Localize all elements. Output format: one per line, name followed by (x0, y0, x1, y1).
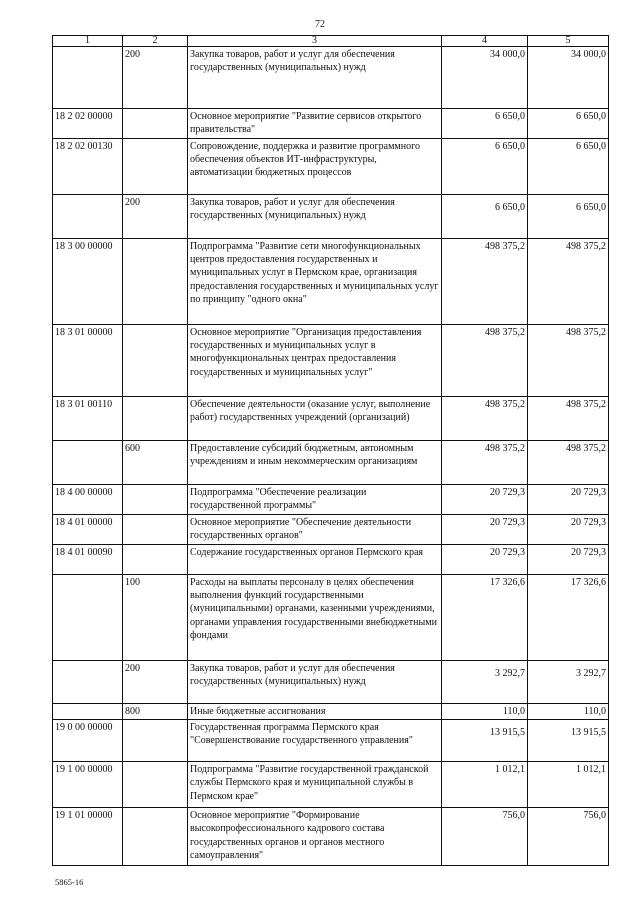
row-expense-type (123, 109, 188, 139)
table-row (53, 139, 609, 195)
row-name: Государственная программа Пермского края "Совершенствование государственного управления" (188, 720, 442, 762)
row-value-col5: 6 650,0 (528, 109, 609, 139)
page-number: 72 (315, 19, 325, 30)
row-code: 18 3 00 00000 (53, 239, 123, 325)
table-row (53, 808, 609, 866)
row-value-col4: 498 375,2 (442, 441, 528, 485)
row-expense-type (123, 545, 188, 575)
row-expense-type (123, 397, 188, 441)
table-row (53, 109, 609, 139)
row-code: 18 2 02 00130 (53, 139, 123, 195)
row-name: Основное мероприятие "Формирование высокопрофессионального кадрового состава государственных органов и органов местного самоуправления" (188, 808, 442, 866)
row-name: Расходы на выплаты персоналу в целях обеспечения выполнения функций государственными (муниципальными) органами, казенными учреждениями, органами управления государственными внебюджетными фондами (188, 575, 442, 661)
row-value-col5: 498 375,2 (528, 239, 609, 325)
row-code: 19 0 00 00000 (53, 720, 123, 762)
row-code (53, 195, 123, 239)
row-value-col4: 6 650,0 (442, 195, 528, 239)
table-row (53, 575, 609, 661)
row-value-col5: 6 650,0 (528, 195, 609, 239)
row-name: Закупка товаров, работ и услуг для обеспечения государственных (муниципальных) нужд (188, 195, 442, 239)
row-value-col5: 498 375,2 (528, 397, 609, 441)
header-col-1: 1 (53, 36, 123, 47)
row-value-col5: 756,0 (528, 808, 609, 866)
row-expense-type (123, 139, 188, 195)
row-expense-type: 800 (123, 704, 188, 720)
row-expense-type: 200 (123, 661, 188, 704)
row-expense-type (123, 762, 188, 808)
row-name: Основное мероприятие "Обеспечение деятельности государственных органов" (188, 515, 442, 545)
row-code (53, 441, 123, 485)
row-expense-type (123, 485, 188, 515)
row-name: Подпрограмма "Обеспечение реализации государственной программы" (188, 485, 442, 515)
table-row (53, 515, 609, 545)
header-row (53, 36, 609, 47)
row-value-col4: 3 292,7 (442, 661, 528, 704)
row-name: Сопровождение, поддержка и развитие программного обеспечения объектов ИТ-инфраструктуры, автоматизации бюджетных процессов (188, 139, 442, 195)
row-code (53, 47, 123, 109)
table-row (53, 441, 609, 485)
row-value-col5: 498 375,2 (528, 325, 609, 397)
row-value-col5: 17 326,6 (528, 575, 609, 661)
footer-document-code: 5865-16 (55, 877, 84, 887)
row-expense-type: 600 (123, 441, 188, 485)
row-name: Закупка товаров, работ и услуг для обеспечения государственных (муниципальных) нужд (188, 661, 442, 704)
row-value-col4: 13 915,5 (442, 720, 528, 762)
row-code: 19 1 01 00000 (53, 808, 123, 866)
row-expense-type: 100 (123, 575, 188, 661)
row-code: 18 4 01 00000 (53, 515, 123, 545)
row-name: Содержание государственных органов Пермского края (188, 545, 442, 575)
row-value-col5: 6 650,0 (528, 139, 609, 195)
row-code: 18 3 01 00000 (53, 325, 123, 397)
row-name: Обеспечение деятельности (оказание услуг, выполнение работ) государственных учреждений (организаций) (188, 397, 442, 441)
row-value-col5: 498 375,2 (528, 441, 609, 485)
row-value-col5: 3 292,7 (528, 661, 609, 704)
row-value-col5: 20 729,3 (528, 545, 609, 575)
row-name: Предоставление субсидий бюджетным, автономным учреждениям и иным некоммерческим организациям (188, 441, 442, 485)
table-row (53, 397, 609, 441)
row-value-col5: 34 000,0 (528, 47, 609, 109)
row-value-col5: 13 915,5 (528, 720, 609, 762)
row-value-col4: 1 012,1 (442, 762, 528, 808)
row-code (53, 575, 123, 661)
row-value-col5: 1 012,1 (528, 762, 609, 808)
row-name: Основное мероприятие "Развитие сервисов открытого правительства" (188, 109, 442, 139)
header-col-4: 4 (442, 36, 528, 47)
row-code (53, 661, 123, 704)
row-value-col4: 756,0 (442, 808, 528, 866)
row-name: Подпрограмма "Развитие сети многофункциональных центров предоставления государственных и муниципальных услуг в Пермском крае, организация предоставления государственных и муниципальных услуг по принципу "одного окна" (188, 239, 442, 325)
row-code: 18 4 01 00090 (53, 545, 123, 575)
budget-table (52, 35, 609, 866)
row-value-col4: 34 000,0 (442, 47, 528, 109)
row-code: 18 4 00 00000 (53, 485, 123, 515)
table-row (53, 720, 609, 762)
row-value-col5: 110,0 (528, 704, 609, 720)
row-name: Закупка товаров, работ и услуг для обеспечения государственных (муниципальных) нужд (188, 47, 442, 109)
row-expense-type (123, 720, 188, 762)
row-value-col4: 110,0 (442, 704, 528, 720)
row-expense-type: 200 (123, 47, 188, 109)
row-code: 18 3 01 00110 (53, 397, 123, 441)
table-row (53, 239, 609, 325)
row-code (53, 704, 123, 720)
row-expense-type (123, 325, 188, 397)
row-value-col4: 6 650,0 (442, 109, 528, 139)
row-expense-type (123, 239, 188, 325)
table-row (53, 545, 609, 575)
row-expense-type (123, 515, 188, 545)
header-col-2: 2 (123, 36, 188, 47)
row-value-col4: 498 375,2 (442, 397, 528, 441)
row-value-col4: 20 729,3 (442, 545, 528, 575)
row-value-col5: 20 729,3 (528, 515, 609, 545)
header-col-3: 3 (188, 36, 442, 47)
table-row (53, 325, 609, 397)
row-code: 19 1 00 00000 (53, 762, 123, 808)
row-value-col4: 6 650,0 (442, 139, 528, 195)
table-row (53, 47, 609, 109)
row-expense-type (123, 808, 188, 866)
header-col-5: 5 (528, 36, 609, 47)
row-value-col4: 20 729,3 (442, 485, 528, 515)
row-value-col5: 20 729,3 (528, 485, 609, 515)
row-value-col4: 17 326,6 (442, 575, 528, 661)
table-row (53, 762, 609, 808)
table-row (53, 485, 609, 515)
row-value-col4: 20 729,3 (442, 515, 528, 545)
row-name: Основное мероприятие "Организация предоставления государственных и муниципальных услуг в многофункциональных центрах предоставления государственных и муниципальных услуг" (188, 325, 442, 397)
table-row (53, 704, 609, 720)
table-row (53, 661, 609, 704)
row-code: 18 2 02 00000 (53, 109, 123, 139)
row-name: Подпрограмма "Развитие государственной гражданской службы Пермского края и муниципальной службы в Пермском крае" (188, 762, 442, 808)
row-expense-type: 200 (123, 195, 188, 239)
table-row (53, 195, 609, 239)
row-value-col4: 498 375,2 (442, 325, 528, 397)
row-value-col4: 498 375,2 (442, 239, 528, 325)
row-name: Иные бюджетные ассигнования (188, 704, 442, 720)
